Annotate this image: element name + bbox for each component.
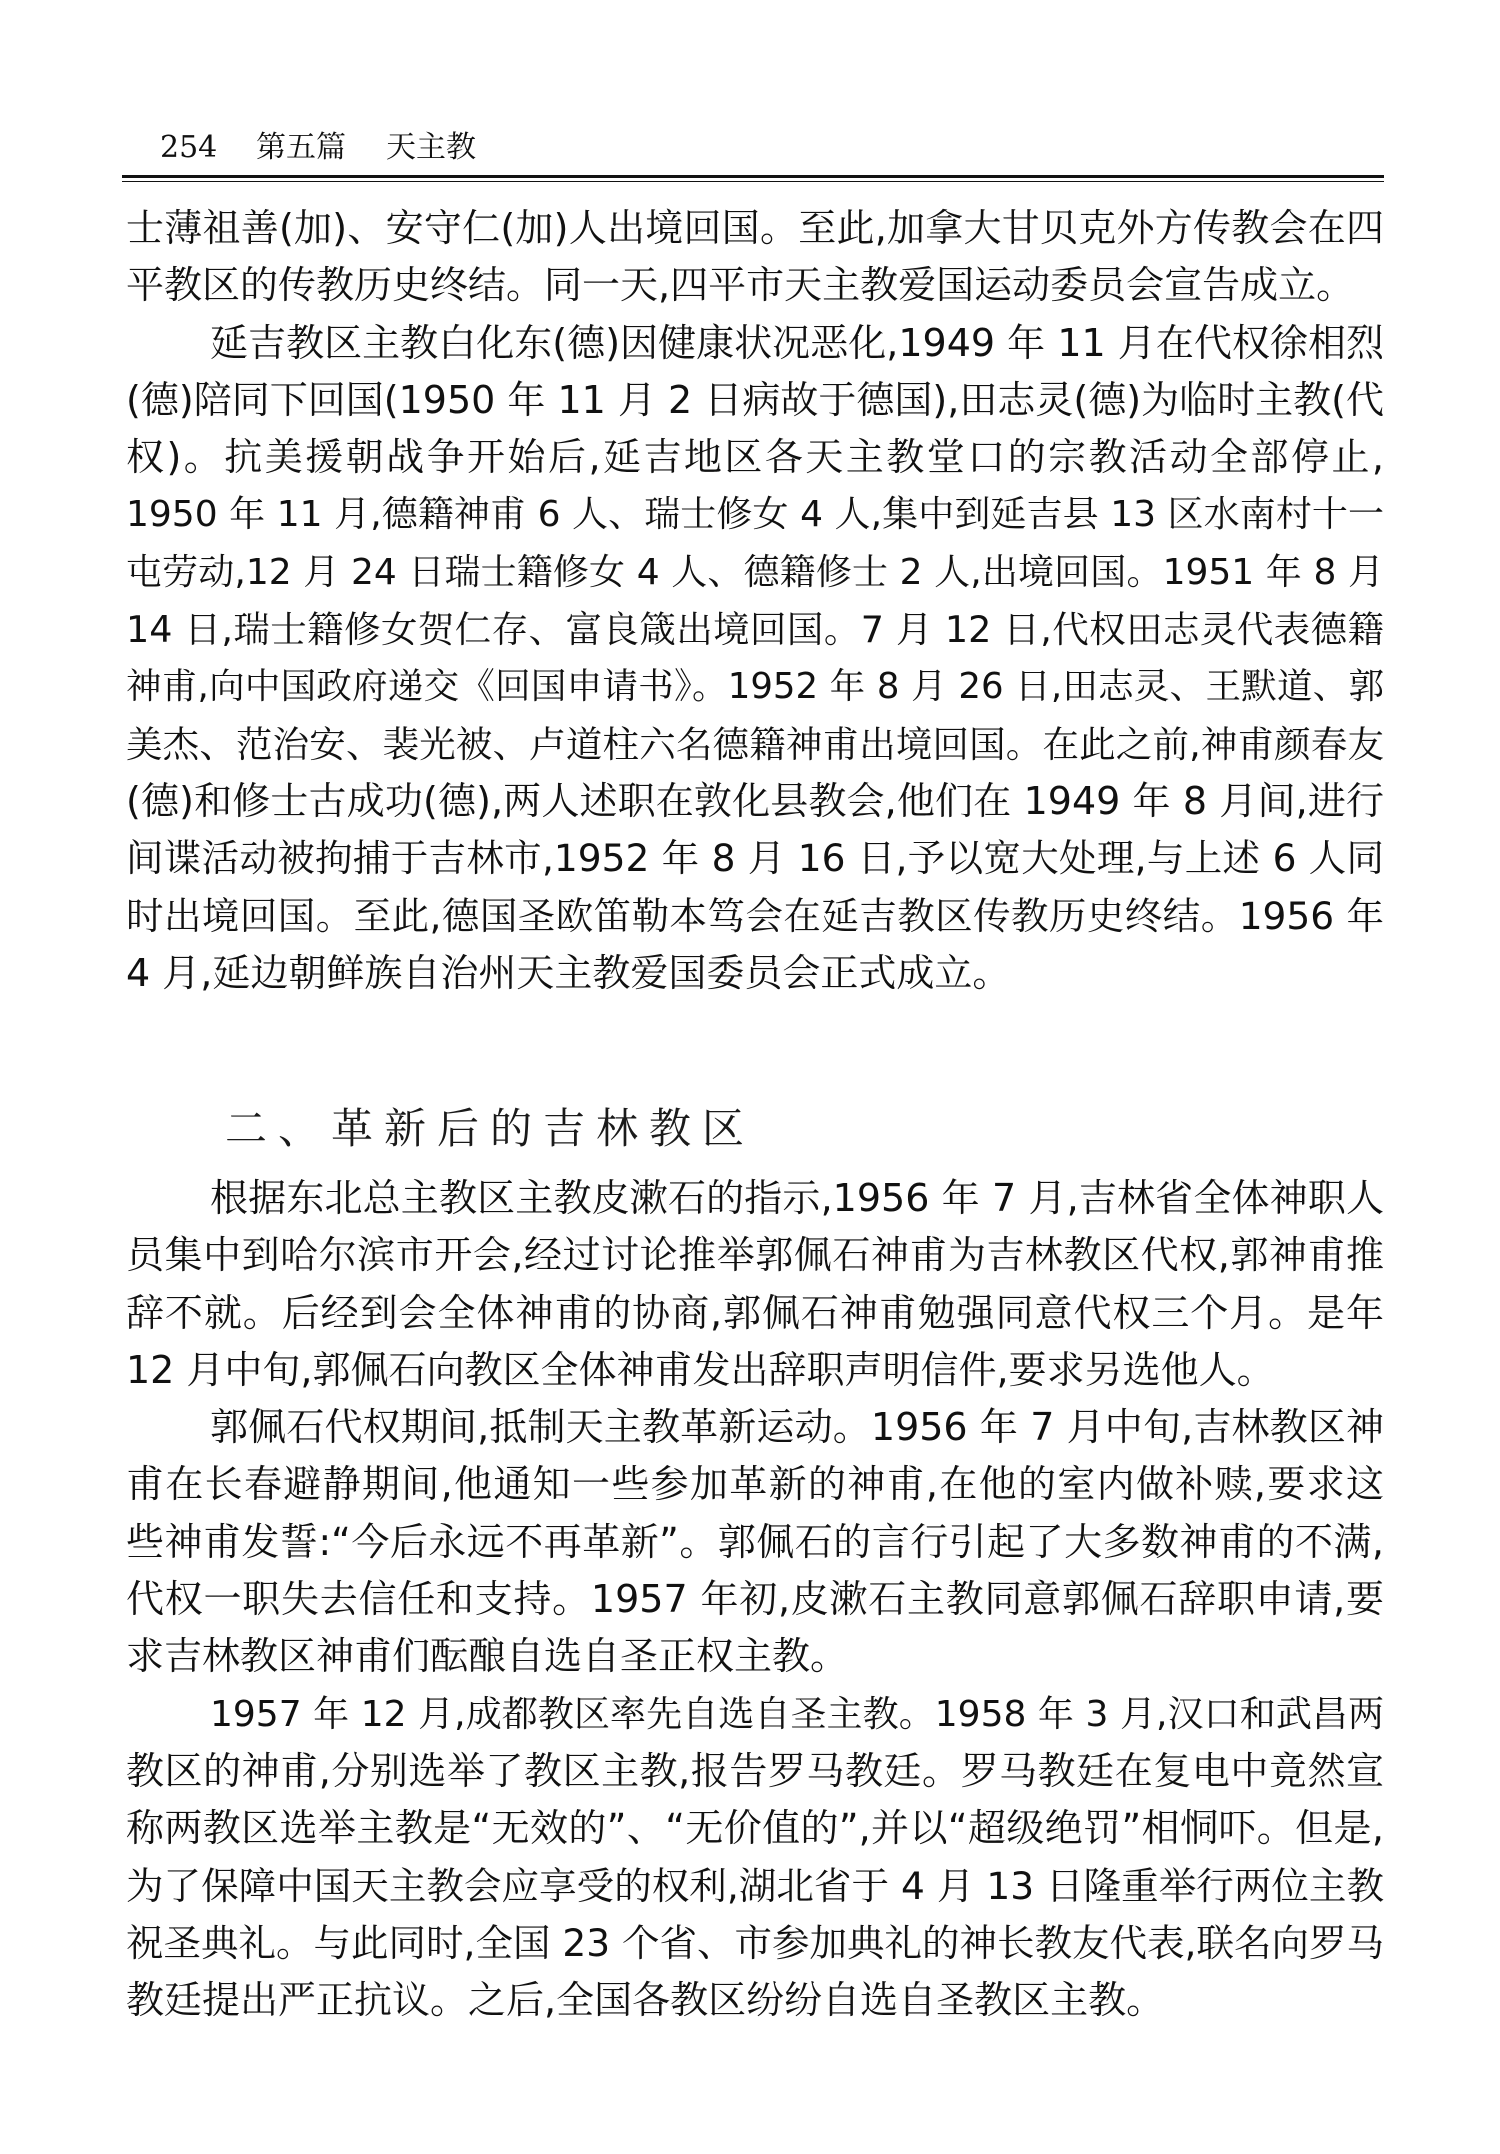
text-line: 求吉林教区神甫们酝酿自选自圣正权主教。 — [126, 1634, 849, 1679]
text-line: 甫在长春避静期间,他通知一些参加革新的神甫,在他的室内做补赎,要求这 — [126, 1462, 1384, 1507]
text-line: (德)陪同下回国(1950 年 11 月 2 日病故于德国),田志灵(德)为临时主教(代 — [126, 377, 1384, 422]
text-line: 神甫,向中国政府递交《回国申请书》。1952 年 8 月 26 日,田志灵、王默道、郭 — [126, 666, 1384, 708]
header-rule-thin — [122, 181, 1384, 182]
part-title: 第五篇 — [256, 130, 346, 165]
text-line: 权)。抗美援朝战争开始后,延吉地区各天主教堂口的宗教活动全部停止, — [126, 435, 1384, 480]
text-line: 1957 年 12 月,成都教区率先自选自圣主教。1958 年 3 月,汉口和武昌两 — [210, 1693, 1384, 1735]
text-line: 时出境回国。至此,德国圣欧笛勒本笃会在延吉教区传教历史终结。1956 年 — [126, 893, 1384, 938]
chapter-title: 天主教 — [386, 130, 476, 165]
text-line: 美杰、范治安、裴光被、卢道柱六名德籍神甫出境回国。在此之前,神甫颜春友 — [126, 722, 1384, 766]
text-line: 些神甫发誓:“今后永远不再革新”。郭佩石的言行引起了大多数神甫的不满, — [126, 1519, 1384, 1564]
text-line: 员集中到哈尔滨市开会,经过讨论推举郭佩石神甫为吉林教区代权,郭神甫推 — [126, 1233, 1384, 1278]
text-line: 4 月,延边朝鲜族自治州天主教爱国委员会正式成立。 — [126, 950, 1011, 995]
text-line: 为了保障中国天主教会应享受的权利,湖北省于 4 月 13 日隆重举行两位主教 — [126, 1863, 1384, 1908]
text-line: 平教区的传教历史终结。同一天,四平市天主教爱国运动委员会宣告成立。 — [126, 263, 1355, 308]
text-line: 辞不就。后经到会全体神甫的协商,郭佩石神甫勉强同意代权三个月。是年 — [126, 1290, 1384, 1335]
section-2-body — [126, 1170, 1384, 2029]
running-header — [160, 126, 476, 170]
header-rule-thick — [122, 175, 1384, 178]
text-line: (德)和修士古成功(德),两人述职在敦化县教会,他们在 1949 年 8 月间,进行 — [126, 778, 1384, 823]
page-number: 254 — [160, 130, 218, 165]
text-line: 代权一职失去信任和支持。1957 年初,皮漱石主教同意郭佩石辞职申请,要 — [126, 1577, 1384, 1622]
text-line: 根据东北总主教区主教皮漱石的指示,1956 年 7 月,吉林省全体神职人 — [210, 1176, 1384, 1220]
text-line: 士薄祖善(加)、安守仁(加)人出境回国。至此,加拿大甘贝克外方传教会在四 — [126, 206, 1384, 250]
text-line: 称两教区选举主教是“无效的”、“无价值的”,并以“超级绝罚”相恫吓。但是, — [126, 1806, 1384, 1851]
text-line: 教区的神甫,分别选举了教区主教,报告罗马教廷。罗马教廷在复电中竟然宣 — [126, 1748, 1384, 1793]
text-line: 教廷提出严正抗议。之后,全国各教区纷纷自选自圣教区主教。 — [126, 1978, 1165, 2023]
section-1-body — [126, 200, 1384, 1002]
section-heading: 二、革新后的吉林教区 — [225, 1103, 756, 1153]
text-line: 延吉教区主教白化东(德)因健康状况恶化,1949 年 11 月在代权徐相烈 — [210, 320, 1384, 365]
text-line: 间谍活动被拘捕于吉林市,1952 年 8 月 16 日,予以宽大处理,与上述 6 人同 — [126, 836, 1384, 881]
text-line: 郭佩石代权期间,抵制天主教革新运动。1956 年 7 月中旬,吉林教区神 — [210, 1405, 1384, 1450]
text-line: 12 月中旬,郭佩石向教区全体神甫发出辞职声明信件,要求另选他人。 — [126, 1347, 1275, 1392]
text-line: 屯劳动,12 月 24 日瑞士籍修女 4 人、德籍修士 2 人,出境回国。1951 年 8 月 — [126, 551, 1384, 593]
text-line: 14 日,瑞士籍修女贺仁存、富良箴出境回国。7 月 12 日,代权田志灵代表德籍 — [126, 608, 1384, 652]
text-line: 1950 年 11 月,德籍神甫 6 人、瑞士修女 4 人,集中到延吉县 13 区水南村十一 — [126, 494, 1384, 536]
text-line: 祝圣典礼。与此同时,全国 23 个省、市参加典礼的神长教友代表,联名向罗马 — [126, 1920, 1384, 1965]
